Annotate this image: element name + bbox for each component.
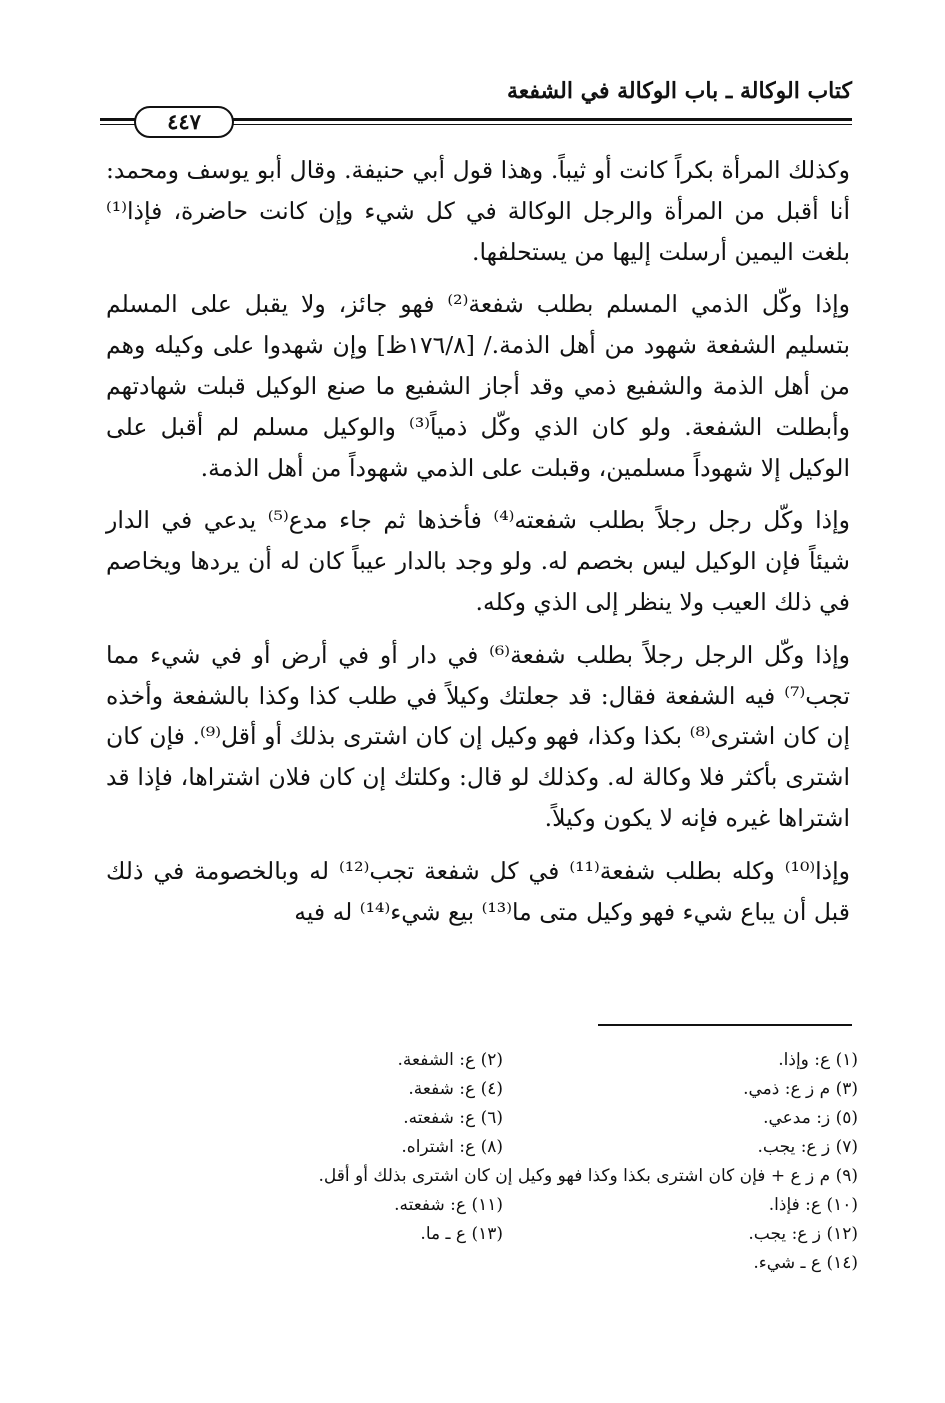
footnote-8: (٨) ع: اشتراه. [401,1137,503,1157]
running-title: كتاب الوكالة ـ باب الوكالة في الشفعة [506,78,852,104]
footnotes [178,1046,858,1278]
page-number: ٤٤٧ [134,106,234,138]
footnote-2: (٢) ع: الشفعة. [397,1050,503,1070]
footnote-5: (٥) ز: مدعي. [763,1108,858,1128]
footnote-row [178,1191,858,1220]
footnote-7: (٧) ز ع: يجب. [757,1137,858,1157]
footnote-1: (١) ع: وإذا. [778,1050,858,1070]
paragraph: وإذا وكّل رجل رجلاً بطلب شفعته⁽⁴⁾ فأخذها ثم جاء مدع⁽⁵⁾ يدعي في الدار شيئاً فإن الوكيل ليس بخصم له. ولو وجد بالدار عيباً كان له أن يردها ويخاصم في ذلك العيب ولا ينظر إلى الذي وكله. [106,506,850,616]
footnote-row [178,1104,858,1133]
footnote-row [178,1220,858,1249]
footnote-3: (٣) م ز ع: ذمي. [743,1079,858,1099]
footnote-11: (١١) ع: شفعته. [394,1195,503,1215]
footnote-row [178,1162,858,1191]
paragraph: وإذا وكّل الذمي المسلم بطلب شفعة⁽²⁾ فهو جائز، ولا يقبل على المسلم بتسليم الشفعة شهود من أهل الذمة./ [١٧٦/٨ظ] وإن شهدوا على وكيله وهم من أهل الذمة والشفيع ذمي وقد أجاز الشفيع ما صنع الوكيل قبلت شهادتهم وأبطلت الشفعة. ولو كان الذي وكّل ذمياً⁽³⁾ والوكيل مسلم لم أقبل على الوكيل إلا شهوداً مسلمين، وقبلت على الذمي شهوداً من أهل الذمة. [106,290,851,482]
footnote-6: (٦) ع: شفعته. [403,1108,503,1128]
footnote-4: (٤) ع: شفعة. [408,1079,503,1099]
paragraph: وإذا وكّل الرجل رجلاً بطلب شفعة⁽⁶⁾ في دار أو في أرض أو في شيء مما تجب⁽⁷⁾ فيه الشفعة فقال: قد جعلتك وكيلاً في طلب كذا وكذا بالشفعة وأخذه إن كان اشترى⁽⁸⁾ بكذا وكذا، فهو وكيل إن كان اشترى بذلك أو أقل⁽⁹⁾. فإن كان اشترى بأكثر فلا وكالة له. وكذلك لو قال: وكلتك إن كان فلان اشتراها، فإذا قد اشتراها غيره فإنه لا يكون وكيلاً. [106,640,850,832]
paragraph: وإذا⁽¹⁰⁾ وكله بطلب شفعة⁽¹¹⁾ في كل شفعة تجب⁽¹²⁾ له وبالخصومة في ذلك قبل أن يباع شيء فهو وكيل متى ما⁽¹³⁾ بيع شيء⁽¹⁴⁾ له فيه [106,856,851,926]
paragraph: وكذلك المرأة بكراً كانت أو ثيباً. وهذا قول أبي حنيفة. وقال أبو يوسف ومحمد: أنا أقبل من المرأة والرجل الوكالة في كل شيء وإن كانت حاضرة، فإذا⁽¹⁾ بلغت اليمين أرسلت إليها من يستحلفها. [106,156,850,266]
footnote-13: (١٣) ع ـ ما. [420,1224,503,1244]
footnote-separator [598,1024,852,1026]
footnote-14: (١٤) ع ـ شيء. [753,1253,858,1273]
footnote-row [178,1075,858,1104]
footnote-12: (١٢) ز ع: يجب. [748,1224,858,1244]
footnote-row [178,1133,858,1162]
main-text [106,150,850,932]
footnote-9: (٩) م ز ع + فإن كان اشترى بكذا وكذا فهو وكيل إن كان اشترى بذلك أو أقل. [318,1166,858,1186]
page-header [100,78,852,138]
footnote-row [178,1046,858,1075]
footnote-row [178,1249,858,1278]
footnote-10: (١٠) ع: فإذا. [768,1195,858,1215]
